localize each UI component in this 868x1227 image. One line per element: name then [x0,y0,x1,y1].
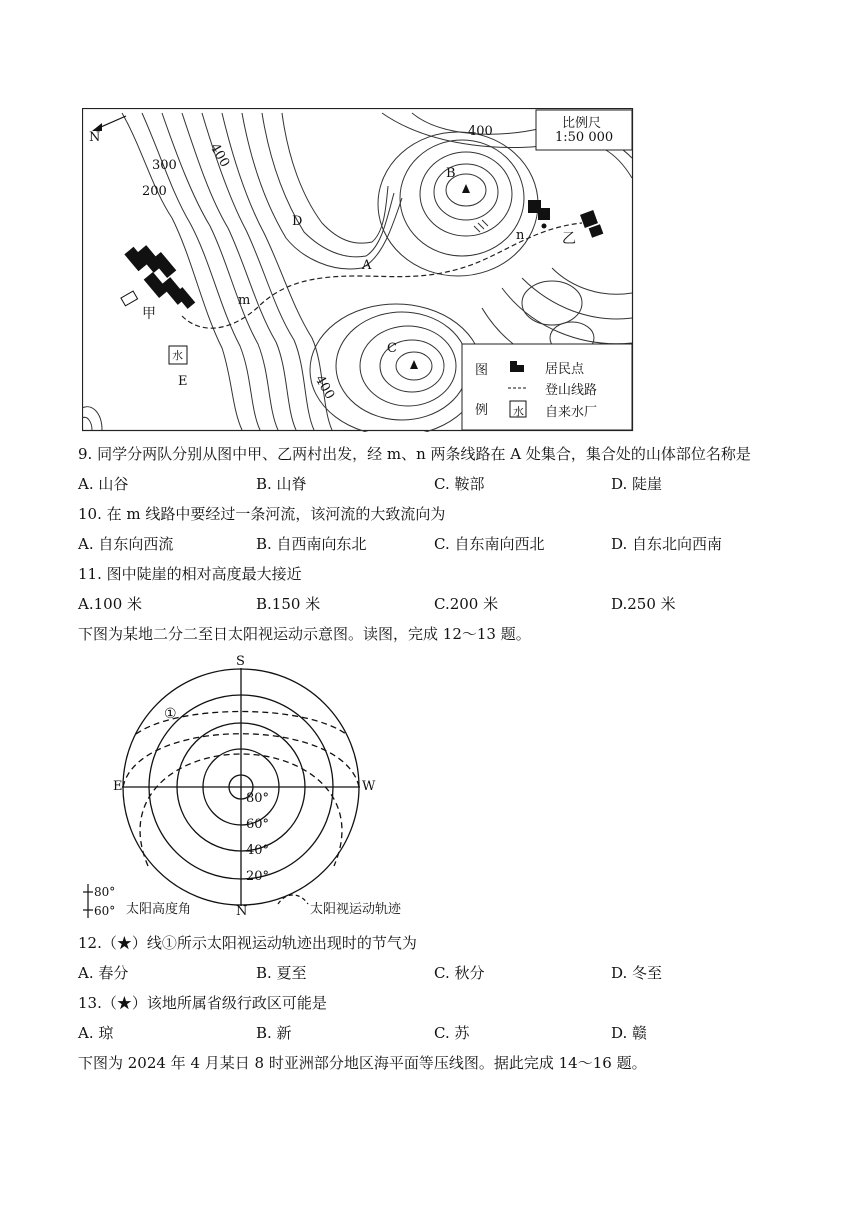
q11-option-a: A.100 米 [78,595,142,613]
q9-option-a: A. 山谷 [78,475,129,493]
sun-label-w: W [362,779,376,794]
contour-label-400: 400 [468,124,493,139]
q11-option-b: B.150 米 [256,595,321,613]
q12-option-a: A. 春分 [78,964,129,982]
legend-item-route: 登山线路 [545,383,598,398]
q11-stem: 11. 图中陡崖的相对高度最大接近 [78,565,302,583]
legend-item-settlement: 居民点 [545,362,585,377]
sun-ring-80: 80° [246,791,270,806]
q11-option-c: C.200 米 [434,595,499,613]
q9-option-c: C. 鞍部 [434,475,485,493]
legend-title-2: 例 [475,403,489,418]
legend-title-1: 图 [475,363,489,378]
point-a: A [362,258,372,273]
contour-label-300: 300 [152,158,177,173]
sun-label-n: N [236,904,248,919]
q10-option-b: B. 自西南向东北 [256,535,367,553]
q9-option-b: B. 山脊 [256,475,307,493]
point-c: C [387,341,397,356]
point-m: m [238,293,251,308]
legend-angle-top: 80° [94,885,116,899]
legend-item-waterworks: 自来水厂 [545,405,598,420]
point-b: B [446,166,456,181]
q12-option-b: B. 夏至 [256,964,307,982]
legend-angle-bottom: 60° [94,904,116,918]
q10-stem: 10. 在 m 线路中要经过一条河流，该河流的大致流向为 [78,505,446,523]
q11-option-d: D.250 米 [611,595,676,613]
sun-label-e: E [113,779,123,794]
q12-option-d: D. 冬至 [611,964,663,982]
q13-option-d: D. 赣 [611,1024,648,1042]
q10-option-c: C. 自东南向西北 [434,535,545,553]
q9-stem: 9. 同学分两队分别从图中甲、乙两村出发，经 m、n 两条线路在 A 处集合，集合处的山体部位名称是 [78,445,751,463]
point-n: n [516,228,525,243]
village-yi: 乙 [562,231,576,247]
q10-option-a: A. 自东向西流 [78,535,174,553]
contour-label-200: 200 [142,184,167,199]
sun-ring-40: 40° [246,843,270,858]
intro-14-16: 下图为 2024 年 4 月某日 8 时亚洲部分地区海平面等压线图。据此完成 14～16 题。 [78,1054,647,1072]
legend-angle-text: 太阳高度角 [126,902,192,917]
scale-title: 比例尺 [562,116,602,131]
sun-ring-60: 60° [246,817,270,832]
q10-option-d: D. 自东北向西南 [611,535,723,553]
legend-water-symbol: 水 [513,405,524,418]
q13-option-c: C. 苏 [434,1024,470,1042]
point-d: D [292,214,303,229]
legend-track-text: 太阳视运动轨迹 [310,902,402,917]
north-label: N [89,130,101,145]
contour-label-400b: 400 [206,140,233,171]
sun-line-1-label: ① [164,706,177,722]
q13-stem: 13.（★）该地所属省级行政区可能是 [78,994,327,1012]
sun-label-s: S [236,654,245,669]
water-plant-symbol: 水 [172,349,183,362]
q13-option-b: B. 新 [256,1024,292,1042]
point-e: E [178,374,188,389]
village-jia: 甲 [142,306,156,322]
q12-option-c: C. 秋分 [434,964,485,982]
q9-option-d: D. 陡崖 [611,475,663,493]
sun-ring-20: 20° [246,869,270,884]
intro-12-13: 下图为某地二分二至日太阳视运动示意图。读图，完成 12～13 题。 [78,625,531,643]
q12-stem: 12.（★）线①所示太阳视运动轨迹出现时的节气为 [78,934,417,952]
q13-option-a: A. 琼 [78,1024,114,1042]
scale-value: 1:50 000 [555,130,614,145]
contour-label-400c: 400 [311,372,338,403]
